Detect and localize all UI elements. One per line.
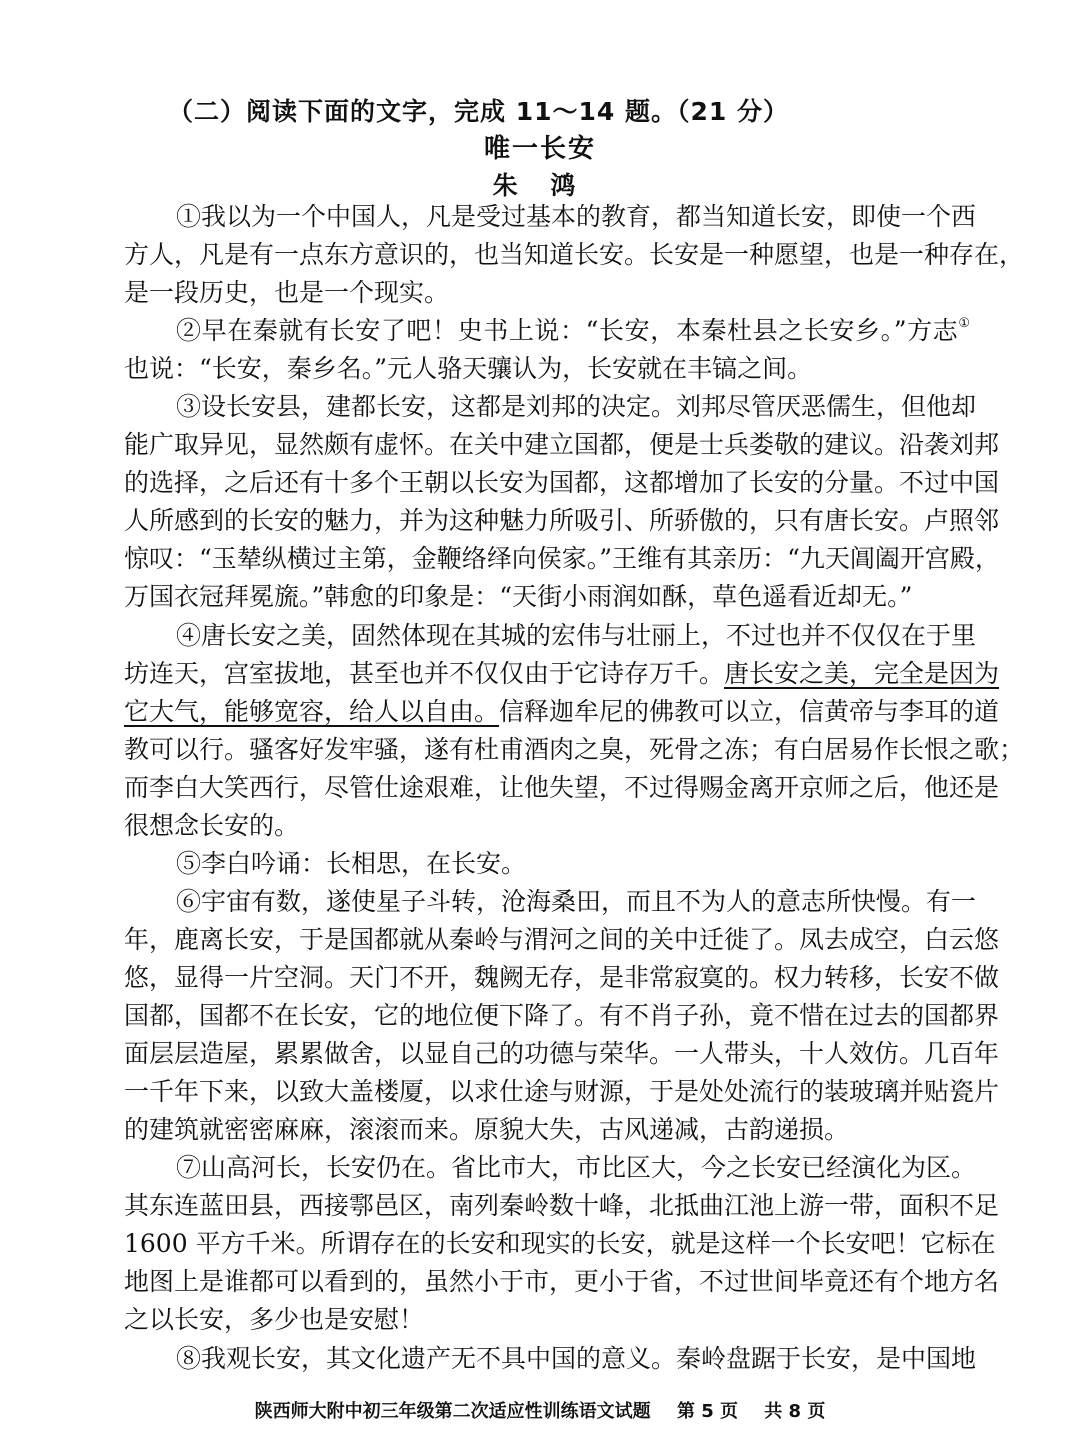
paragraph-6-line-3: 悠，显得一片空洞。天门不开，魏阙无存，是非常寂寞的。权力转移，长安不做 [124, 963, 1000, 992]
paragraph-4-line-4: 教可以行。骚客好发牢骚，遂有杜甫酒肉之臭，死骨之冻；有白居易作长恨之歌； [124, 735, 1025, 764]
paragraph-6-line-2: 年，鹿离长安，于是国都就从秦岭与渭河之间的关中迁徙了。凤去成空，白云悠 [124, 925, 1000, 954]
paragraph-6-line-1: ⑥宇宙有数，遂使星子斗转，沧海桑田，而且不为人的意志所快慢。有一 [176, 887, 977, 916]
paragraph-7-line-4: 地图上是谁都可以看到的，虽然小于市，更小于省，不过世间毕竟还有个地方名 [124, 1267, 1000, 1296]
paragraph-6-line-5: 面层层造屋，累累做舍，以显自己的功德与荣华。一人带头，十人效仿。几百年 [124, 1039, 1000, 1068]
paragraph-3-line-3: 的选择，之后还有十多个王朝以长安为国都，这都增加了长安的分量。不过中国 [124, 468, 1000, 497]
paragraph-3-line-1: ③设长安县，建都长安，这都是刘邦的决定。刘邦尽管厌恶儒生，但他却 [176, 392, 977, 421]
paragraph-2-line-1 [176, 312, 970, 349]
paragraph-3-line-5: 惊叹：“玉辇纵横过主第，金鞭络绎向侯家。”王维有其亲历：“九天阊阖开宫殿， [124, 544, 1000, 573]
section-heading: （二）阅读下面的文字，完成 11～14 题。（21 分） [168, 97, 789, 126]
paragraph-4-line-3 [124, 693, 1000, 730]
paragraph-4-line-3-text: 信释迦牟尼的佛教可以立，信黄帝与李耳的道 [499, 697, 1000, 726]
paragraph-7-line-3: 1600 平方千米。所谓存在的长安和现实的长安，就是这样一个长安吧！它标在 [124, 1229, 996, 1258]
paragraph-4-line-5: 而李白大笑西行，尽管仕途艰难，让他失望，不过得赐金离开京师之后，他还是 [124, 773, 1000, 802]
footer-exam-title: 陕西师大附中初三年级第二次适应性训练语文试题 [254, 1401, 651, 1422]
paragraph-4-line-2 [124, 655, 1000, 692]
paragraph-2-line-2: 也说：“长安，秦乡名。”元人骆天骧认为，长安就在丰镐之间。 [124, 354, 813, 383]
paragraph-1-line-2: 方人，凡是有一点东方意识的，也当知道长安。长安是一种愿望，也是一种存在， [124, 240, 1025, 269]
article-title: 唯一长安 [483, 134, 596, 164]
paragraph-1-line-3: 是一段历史，也是一个现实。 [124, 278, 450, 307]
footnote-marker: ① [958, 316, 970, 331]
paragraph-5-line-1: ⑤李白吟诵：长相思，在长安。 [176, 849, 527, 878]
paragraph-2-line-1-text: ②早在秦就有长安了吧！史书上说：“长安，本秦杜县之长安乡。”方志 [176, 316, 959, 345]
page-footer [0, 1397, 1080, 1423]
paragraph-7-line-2: 其东连蓝田县，西接鄠邑区，南列秦岭数十峰，北抵曲江池上游一带，面积不足 [124, 1191, 1000, 1220]
paragraph-3-line-6: 万国衣冠拜冕旒。”韩愈的印象是：“天街小雨润如酥，草色遥看近却无。” [124, 582, 913, 611]
paragraph-6-line-4: 国都，国都不在长安，它的地位便下降了。有不肖子孙，竟不惜在过去的国都界 [124, 1001, 1000, 1030]
paragraph-7-line-5: 之以长安，多少也是安慰！ [124, 1305, 425, 1334]
paragraph-6-line-7: 的建筑就密密麻麻，滚滚而来。原貌大失，古风递减，古韵递损。 [124, 1115, 850, 1144]
underlined-sentence-part-2: 它大气，能够宽容，给人以自由。 [124, 697, 500, 726]
footer-page-total: 共 8 页 [764, 1401, 826, 1422]
paragraph-8-line-1: ⑧我观长安，其文化遗产无不具中国的意义。秦岭盘踞于长安，是中国地 [176, 1344, 977, 1373]
paragraph-3-line-4: 人所感到的长安的魅力，并为这种魅力所吸引、所骄傲的，只有唐长安。卢照邻 [124, 506, 1000, 535]
paragraph-6-line-6: 一千年下来，以致大盖楼厦，以求仕途与财源，于是处处流行的装玻璃并贴瓷片 [124, 1077, 1000, 1106]
underlined-sentence-part-1: 唐长安之美，完全是因为 [724, 659, 1000, 688]
paragraph-4-line-1: ④唐长安之美，固然体现在其城的宏伟与壮丽上，不过也并不仅仅在于里 [176, 621, 977, 650]
paragraph-3-line-2: 能广取异见，显然颇有虚怀。在关中建立国都，便是士兵娄敬的建议。沿袭刘邦 [124, 430, 1000, 459]
paragraph-4-line-6: 很想念长安的。 [124, 811, 300, 840]
paragraph-4-line-2-text: 坊连天，宫室拔地，甚至也并不仅仅由于它诗存万千。 [124, 659, 725, 688]
paragraph-1-line-1: ①我以为一个中国人，凡是受过基本的教育，都当知道长安，即使一个西 [176, 202, 977, 231]
paragraph-7-line-1: ⑦山高河长，长安仍在。省比市大，市比区大，今之长安已经演化为区。 [176, 1153, 977, 1182]
footer-page-number: 第 5 页 [676, 1401, 738, 1422]
article-author: 朱 鸿 [492, 171, 588, 200]
